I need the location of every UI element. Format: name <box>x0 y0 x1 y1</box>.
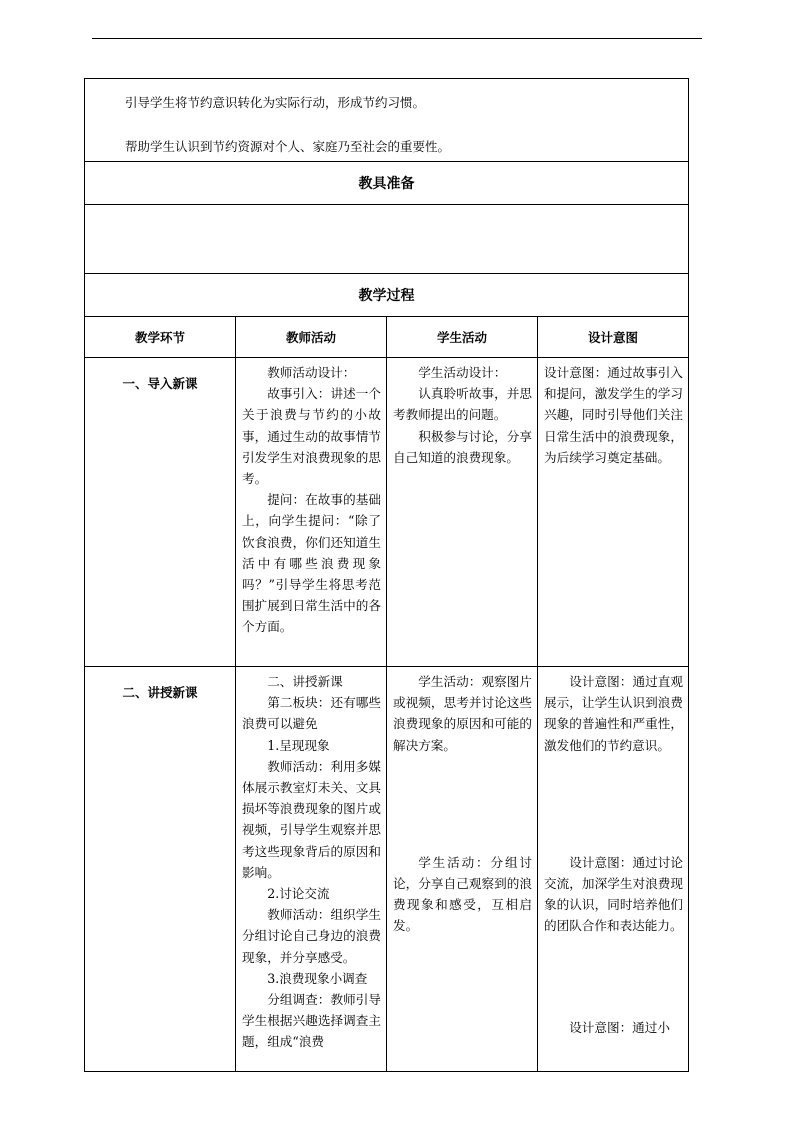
column-header-stage: 教学环节 <box>85 317 236 358</box>
design-intent-cell <box>538 358 689 667</box>
spacer <box>544 937 683 1017</box>
teacher-text: 第二板块：还有哪些浪费可以避免 <box>242 695 381 732</box>
teacher-text: 3.浪费现象小调查 <box>267 970 368 986</box>
teacher-text: 1.呈现现象 <box>267 737 330 753</box>
goal-line: 帮助学生认识到节约资源对个人、家庭乃至社会的重要性。 <box>125 139 451 154</box>
tools-content-cell <box>85 205 689 274</box>
design-intent-cell <box>538 667 689 1072</box>
intent-text: 设计意图：通过直观展示，让学生认识到浪费现象的普遍性和严重性，激发他们的节约意识。 <box>544 674 684 753</box>
section-title-tools: 教具准备 <box>85 162 689 205</box>
intent-text: 设计意图：通过讨论交流，加深学生对浪费现象的认识，同时培养他们的团队合作和表达能力。 <box>544 854 684 934</box>
spacer <box>393 756 532 852</box>
student-text: 学生活动设计： <box>418 365 507 380</box>
goal-line: 引导学生将节约意识转化为实际行动，形成节约习惯。 <box>125 95 426 110</box>
teacher-text: 教师活动设计： <box>267 365 356 380</box>
teacher-activity-cell <box>236 667 387 1072</box>
teacher-text: 提问：在故事的基础上，向学生提问：“除了饮食浪费，你们还知道生活中有哪些浪费现象吗？”引导学生将思考范围扩展到日常生活中的各个方面。 <box>242 492 381 635</box>
intent-text: 设计意图：通过小 <box>569 1019 670 1035</box>
teacher-text: 二、讲授新课 <box>267 674 343 689</box>
column-header-intent: 设计意图 <box>538 317 689 358</box>
student-activity-cell <box>387 358 538 667</box>
student-activity-cell <box>387 667 538 1072</box>
table-row <box>85 358 689 667</box>
section-title-process: 教学过程 <box>85 274 689 317</box>
teacher-text: 教师活动：利用多媒体展示教室灯未关、文具损坏等浪费现象的图片或视频，引导学生观察并思考这些现象背后的原因和影响。 <box>242 758 381 880</box>
lesson-plan-table <box>84 78 689 1072</box>
student-text: 学生活动：分组讨论，分享自己观察到的浪费现象和感受，互相启发。 <box>393 854 532 934</box>
teacher-text: 分组调查：教师引导学生根据兴趣选择调查主题，组成“浪费 <box>242 992 381 1050</box>
teacher-text: 故事引入：讲述一个关于浪费与节约的小故事，通过生动的故事情节引发学生对浪费现象的思考。 <box>242 386 381 487</box>
teacher-text: 教师活动：组织学生分组讨论自己身边的浪费现象，并分享感受。 <box>242 907 381 965</box>
goals-cell <box>85 79 689 162</box>
intent-text: 设计意图：通过故事引入和提问，激发学生的学习兴趣，同时引导他们关注日常生活中的浪费现象，为后续学习奠定基础。 <box>544 365 684 465</box>
student-text: 认真聆听故事，并思考教师提出的问题。 <box>393 386 532 423</box>
student-text: 学生活动：观察图片或视频，思考并讨论这些浪费现象的原因和可能的解决方案。 <box>393 674 532 753</box>
column-header-student: 学生活动 <box>387 317 538 358</box>
table-row <box>85 667 689 1072</box>
header-rule <box>92 38 702 39</box>
teacher-activity-cell <box>236 358 387 667</box>
spacer <box>544 756 683 852</box>
teacher-text: 2.讨论交流 <box>267 886 330 902</box>
student-text: 积极参与讨论，分享自己知道的浪费现象。 <box>393 428 532 465</box>
column-header-teacher: 教师活动 <box>236 317 387 358</box>
stage-cell: 二、讲授新课 <box>85 667 236 1072</box>
stage-cell: 一、导入新课 <box>85 358 236 667</box>
